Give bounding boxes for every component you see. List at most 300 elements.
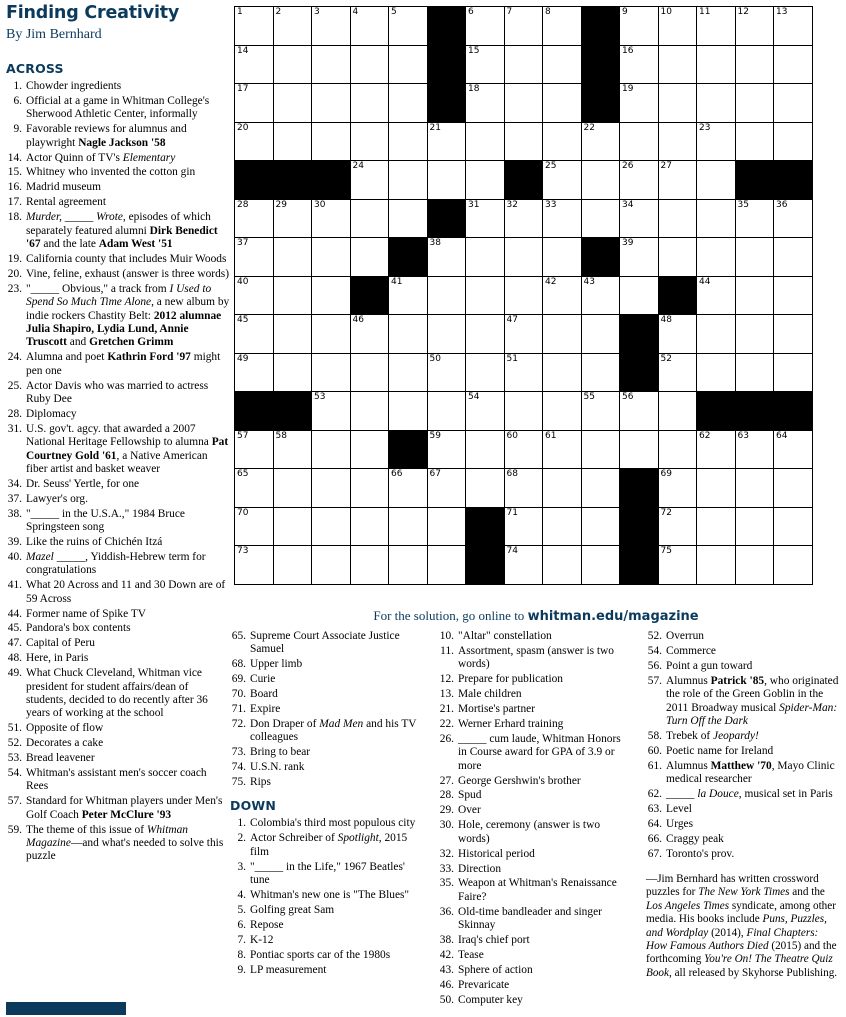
grid-cell[interactable] — [774, 84, 813, 123]
grid-cell[interactable] — [427, 507, 466, 546]
grid-cell[interactable] — [504, 469, 543, 508]
grid-cell[interactable] — [774, 238, 813, 277]
grid-cell[interactable] — [543, 546, 582, 585]
grid-cell[interactable] — [620, 7, 659, 46]
clue-number: 64. — [647, 817, 662, 830]
grid-cell-block — [427, 45, 466, 84]
grid-cell[interactable] — [350, 238, 389, 277]
grid-cell[interactable] — [774, 507, 813, 546]
grid-cell[interactable] — [504, 238, 543, 277]
clue-item — [438, 934, 632, 947]
grid-cell[interactable] — [350, 546, 389, 585]
grid-cell[interactable] — [543, 199, 582, 238]
clue-item — [6, 152, 230, 165]
grid-cell[interactable] — [504, 276, 543, 315]
grid-cell[interactable] — [427, 122, 466, 161]
grid-cell[interactable] — [350, 84, 389, 123]
grid-cell-block — [427, 84, 466, 123]
clue-number: 46. — [439, 978, 454, 991]
clue-text: Alumnus Matthew '70, Mayo Clinic medical researcher — [666, 759, 835, 786]
clue-item — [6, 351, 230, 378]
grid-cell[interactable] — [312, 469, 351, 508]
clue-item — [6, 667, 230, 721]
grid-cell[interactable] — [581, 546, 620, 585]
grid-cell[interactable] — [620, 84, 659, 123]
grid-cell[interactable] — [312, 430, 351, 469]
grid-cell[interactable] — [543, 507, 582, 546]
grid-cell[interactable] — [697, 122, 736, 161]
grid-cell[interactable] — [273, 238, 312, 277]
grid-cell[interactable] — [312, 353, 351, 392]
grid-cell[interactable] — [697, 315, 736, 354]
clue-text: Direction — [458, 862, 502, 875]
grid-cell[interactable] — [389, 276, 428, 315]
clue-text: Mortise's partner — [458, 703, 536, 716]
grid-cell[interactable] — [581, 469, 620, 508]
grid-cell[interactable] — [581, 353, 620, 392]
grid-cell[interactable] — [350, 122, 389, 161]
grid-cell[interactable] — [774, 276, 813, 315]
clue-number: 25. — [7, 379, 22, 392]
grid-row — [235, 315, 813, 354]
grid-cell[interactable] — [273, 430, 312, 469]
clue-number: 67. — [647, 847, 662, 860]
grid-cell-number: 50 — [429, 353, 441, 364]
clue-item — [438, 964, 632, 977]
grid-cell-number: 70 — [237, 507, 249, 518]
grid-cell[interactable] — [543, 353, 582, 392]
clue-item — [230, 673, 424, 686]
grid-cell[interactable] — [735, 430, 774, 469]
grid-cell[interactable] — [504, 45, 543, 84]
grid-cell[interactable] — [235, 546, 274, 585]
clue-item — [6, 211, 230, 251]
grid-cell[interactable] — [735, 507, 774, 546]
grid-cell[interactable] — [427, 430, 466, 469]
grid-cell[interactable] — [389, 353, 428, 392]
grid-cell[interactable] — [620, 238, 659, 277]
grid-cell[interactable] — [273, 84, 312, 123]
clue-item — [438, 645, 632, 672]
grid-cell[interactable] — [466, 315, 505, 354]
crossword-grid[interactable] — [234, 6, 813, 585]
grid-cell[interactable] — [504, 122, 543, 161]
clue-text: California county that includes Muir Woods — [26, 252, 227, 265]
grid-cell[interactable] — [466, 161, 505, 200]
grid-cell[interactable] — [312, 84, 351, 123]
grid-cell[interactable] — [427, 392, 466, 431]
clue-item — [438, 673, 632, 686]
grid-cell[interactable] — [389, 315, 428, 354]
across-heading: ACROSS — [6, 61, 64, 76]
across-clue-list-2 — [230, 630, 424, 789]
clue-text: George Gershwin's brother — [458, 774, 581, 787]
grid-cell[interactable] — [697, 546, 736, 585]
clue-item — [6, 268, 230, 281]
down-clue-list-3 — [646, 630, 840, 861]
grid-cell[interactable] — [774, 430, 813, 469]
grid-cell[interactable] — [620, 161, 659, 200]
grid-cell[interactable] — [389, 392, 428, 431]
grid-cell[interactable] — [466, 469, 505, 508]
grid-cell[interactable] — [504, 392, 543, 431]
clue-text: "_____ in the Life," 1967 Beatles' tune — [250, 860, 405, 887]
grid-cell[interactable] — [543, 45, 582, 84]
grid-cell[interactable] — [581, 392, 620, 431]
grid-cell[interactable] — [697, 430, 736, 469]
clue-text: _____ cum laude, Whitman Honors in Course award for GPA of 3.9 or more — [458, 732, 621, 772]
grid-cell[interactable] — [466, 430, 505, 469]
grid-cell[interactable] — [427, 353, 466, 392]
grid-cell[interactable] — [235, 122, 274, 161]
clue-text: Tease — [458, 948, 484, 961]
grid-cell[interactable] — [466, 84, 505, 123]
grid-cell-number: 15 — [468, 45, 480, 56]
grid-cell[interactable] — [312, 122, 351, 161]
grid-cell[interactable] — [427, 315, 466, 354]
grid-cell-number: 7 — [506, 7, 513, 17]
clue-text: Capital of Peru — [26, 637, 95, 650]
grid-cell[interactable] — [389, 161, 428, 200]
grid-cell[interactable] — [543, 7, 582, 46]
grid-cell[interactable] — [697, 469, 736, 508]
grid-cell-number: 21 — [429, 122, 441, 133]
page-title: Finding Creativity — [6, 3, 180, 23]
grid-cell[interactable] — [427, 161, 466, 200]
grid-cell[interactable] — [658, 84, 697, 123]
clue-item — [230, 934, 424, 947]
grid-cell[interactable] — [658, 546, 697, 585]
grid-cell[interactable] — [235, 430, 274, 469]
clue-item — [438, 630, 632, 643]
grid-cell[interactable] — [312, 276, 351, 315]
grid-cell[interactable] — [581, 199, 620, 238]
grid-cell[interactable] — [312, 45, 351, 84]
clue-text: Whitman's new one is "The Blues" — [250, 889, 410, 901]
clue-item — [230, 904, 424, 917]
grid-cell[interactable] — [273, 546, 312, 585]
grid-cell-number: 4 — [352, 7, 359, 17]
grid-cell[interactable] — [427, 469, 466, 508]
grid-cell[interactable] — [427, 276, 466, 315]
grid-cell-number: 58 — [275, 430, 287, 441]
grid-cell[interactable] — [774, 469, 813, 508]
grid-cell[interactable] — [504, 315, 543, 354]
grid-cell[interactable] — [543, 469, 582, 508]
clue-number: 69. — [231, 673, 246, 686]
clue-item — [438, 718, 632, 731]
grid-cell-block — [774, 161, 813, 200]
grid-cell[interactable] — [774, 199, 813, 238]
clue-text: Old-time bandleader and singer Skinnay — [458, 905, 602, 932]
grid-cell[interactable] — [697, 238, 736, 277]
clue-number: 52. — [647, 630, 662, 642]
grid-cell[interactable] — [620, 122, 659, 161]
grid-cell[interactable] — [504, 353, 543, 392]
grid-cell[interactable] — [312, 7, 351, 46]
grid-cell[interactable] — [581, 507, 620, 546]
clue-item — [438, 775, 632, 788]
clue-number: 17. — [7, 196, 22, 209]
grid-cell[interactable] — [697, 161, 736, 200]
grid-cell-block — [620, 507, 659, 546]
clue-number: 54. — [7, 767, 22, 779]
grid-cell[interactable] — [543, 430, 582, 469]
grid-cell[interactable] — [504, 507, 543, 546]
clue-item — [646, 675, 840, 729]
grid-cell-number: 29 — [275, 199, 287, 210]
grid-cell-number: 24 — [352, 161, 364, 171]
clue-text: Golfing great Sam — [250, 903, 335, 916]
grid-cell[interactable] — [735, 7, 774, 46]
grid-cell[interactable] — [697, 199, 736, 238]
grid-cell[interactable] — [735, 315, 774, 354]
grid-cell-number: 32 — [506, 199, 518, 210]
grid-cell[interactable] — [774, 45, 813, 84]
grid-cell[interactable] — [658, 238, 697, 277]
grid-cell[interactable] — [735, 84, 774, 123]
grid-cell[interactable] — [697, 84, 736, 123]
grid-cell[interactable] — [235, 199, 274, 238]
grid-cell[interactable] — [735, 546, 774, 585]
clue-column-2 — [230, 630, 424, 1009]
clue-text: Expire — [250, 703, 281, 716]
grid-cell[interactable] — [273, 7, 312, 46]
grid-cell[interactable] — [620, 45, 659, 84]
grid-cell[interactable] — [235, 469, 274, 508]
grid-cell[interactable] — [504, 7, 543, 46]
grid-cell[interactable] — [658, 315, 697, 354]
clue-text: Trebek of Jeopardy! — [666, 729, 759, 742]
grid-row — [235, 430, 813, 469]
clue-item — [230, 861, 424, 888]
clue-text: Sphere of action — [458, 963, 533, 976]
grid-cell-number: 75 — [660, 546, 672, 556]
grid-cell[interactable] — [273, 353, 312, 392]
clue-item — [6, 380, 230, 407]
grid-cell[interactable] — [581, 315, 620, 354]
grid-cell[interactable] — [658, 45, 697, 84]
grid-cell[interactable] — [427, 546, 466, 585]
grid-cell[interactable] — [350, 7, 389, 46]
grid-cell[interactable] — [774, 546, 813, 585]
grid-cell[interactable] — [774, 7, 813, 46]
clue-text: What Chuck Cleveland, Whitman vice president for student affairs/dean of students, decided to do recently after 36 years of working at the school — [26, 667, 208, 720]
grid-cell[interactable] — [389, 546, 428, 585]
grid-cell[interactable] — [658, 199, 697, 238]
grid-cell[interactable] — [581, 276, 620, 315]
grid-cell[interactable] — [389, 45, 428, 84]
grid-cell[interactable] — [543, 84, 582, 123]
clue-text: K-12 — [250, 933, 274, 946]
grid-cell[interactable] — [273, 199, 312, 238]
clue-item — [6, 95, 230, 122]
clue-item — [230, 718, 424, 745]
grid-row — [235, 84, 813, 123]
grid-cell[interactable] — [389, 469, 428, 508]
grid-cell[interactable] — [620, 276, 659, 315]
grid-cell[interactable] — [735, 45, 774, 84]
grid-cell[interactable] — [504, 199, 543, 238]
clue-text: Chowder ingredients — [26, 80, 122, 92]
grid-cell[interactable] — [735, 199, 774, 238]
grid-cell[interactable] — [273, 45, 312, 84]
grid-cell[interactable] — [466, 199, 505, 238]
grid-cell[interactable] — [697, 276, 736, 315]
grid-cell[interactable] — [658, 507, 697, 546]
grid-cell-number: 23 — [699, 122, 711, 133]
clue-number: 65. — [231, 630, 246, 642]
grid-cell[interactable] — [620, 199, 659, 238]
grid-cell[interactable] — [312, 238, 351, 277]
grid-cell[interactable] — [235, 353, 274, 392]
grid-cell-number: 64 — [776, 430, 788, 441]
grid-cell[interactable] — [427, 238, 466, 277]
grid-cell[interactable] — [504, 84, 543, 123]
grid-cell-number: 33 — [545, 199, 557, 210]
clue-number: 7. — [237, 933, 246, 946]
clue-number: 33. — [439, 862, 454, 875]
clue-number: 13. — [439, 688, 454, 701]
grid-cell[interactable] — [543, 315, 582, 354]
grid-cell[interactable] — [735, 122, 774, 161]
grid-cell[interactable] — [312, 546, 351, 585]
grid-cell[interactable] — [350, 45, 389, 84]
grid-cell[interactable] — [466, 7, 505, 46]
grid-cell[interactable] — [350, 315, 389, 354]
grid-cell[interactable] — [235, 276, 274, 315]
grid-cell[interactable] — [697, 353, 736, 392]
clue-item — [438, 688, 632, 701]
grid-cell[interactable] — [466, 45, 505, 84]
grid-cell[interactable] — [658, 430, 697, 469]
clue-text: Like the ruins of Chichén Itzá — [26, 536, 163, 548]
grid-cell[interactable] — [350, 392, 389, 431]
grid-row — [235, 276, 813, 315]
grid-cell[interactable] — [389, 84, 428, 123]
clue-number: 27. — [439, 774, 454, 787]
grid-cell[interactable] — [466, 122, 505, 161]
grid-cell[interactable] — [350, 199, 389, 238]
clue-text: Here, in Paris — [26, 652, 89, 665]
grid-cell-number: 41 — [391, 276, 403, 287]
grid-cell[interactable] — [774, 315, 813, 354]
grid-cell[interactable] — [735, 276, 774, 315]
grid-cell[interactable] — [273, 122, 312, 161]
grid-row — [235, 199, 813, 238]
grid-cell[interactable] — [466, 238, 505, 277]
grid-cell[interactable] — [389, 199, 428, 238]
grid-cell[interactable] — [658, 7, 697, 46]
grid-cell[interactable] — [235, 45, 274, 84]
grid-cell-number: 71 — [506, 507, 518, 518]
grid-cell[interactable] — [466, 353, 505, 392]
grid-cell[interactable] — [350, 469, 389, 508]
clue-item — [438, 877, 632, 904]
grid-cell[interactable] — [466, 276, 505, 315]
grid-cell[interactable] — [543, 276, 582, 315]
grid-cell[interactable] — [312, 507, 351, 546]
grid-cell[interactable] — [273, 276, 312, 315]
grid-cell[interactable] — [350, 507, 389, 546]
grid-cell-block — [735, 392, 774, 431]
grid-cell[interactable] — [620, 430, 659, 469]
grid-cell[interactable] — [774, 353, 813, 392]
grid-cell[interactable] — [312, 199, 351, 238]
grid-cell[interactable] — [620, 392, 659, 431]
grid-cell[interactable] — [350, 353, 389, 392]
clue-item — [6, 123, 230, 150]
grid-cell[interactable] — [504, 430, 543, 469]
grid-cell[interactable] — [581, 122, 620, 161]
grid-cell[interactable] — [504, 546, 543, 585]
grid-cell[interactable] — [389, 122, 428, 161]
grid-cell[interactable] — [543, 122, 582, 161]
grid-cell[interactable] — [543, 238, 582, 277]
clue-number: 43. — [439, 963, 454, 976]
grid-cell[interactable] — [235, 84, 274, 123]
grid-cell[interactable] — [581, 161, 620, 200]
clue-number: 72. — [231, 717, 246, 730]
grid-cell[interactable] — [273, 469, 312, 508]
solution-link[interactable]: whitman.edu/magazine — [527, 609, 699, 624]
grid-cell[interactable] — [235, 315, 274, 354]
grid-cell[interactable] — [697, 45, 736, 84]
grid-cell[interactable] — [312, 315, 351, 354]
grid-cell[interactable] — [235, 7, 274, 46]
clue-item — [6, 824, 230, 864]
grid-cell[interactable] — [350, 161, 389, 200]
grid-cell[interactable] — [697, 7, 736, 46]
grid-cell[interactable] — [658, 392, 697, 431]
grid-cell-number: 9 — [622, 7, 628, 17]
grid-cell[interactable] — [312, 392, 351, 431]
grid-cell[interactable] — [735, 469, 774, 508]
grid-cell[interactable] — [389, 7, 428, 46]
grid-cell[interactable] — [658, 161, 697, 200]
grid-cell-number: 49 — [237, 353, 249, 364]
grid-cell-block — [658, 276, 697, 315]
grid-cell[interactable] — [235, 238, 274, 277]
grid-cell[interactable] — [273, 507, 312, 546]
grid-cell[interactable] — [389, 507, 428, 546]
grid-cell-number: 25 — [545, 161, 557, 171]
grid-cell-number: 56 — [622, 392, 634, 402]
grid-cell[interactable] — [235, 507, 274, 546]
grid-cell[interactable] — [466, 392, 505, 431]
grid-cell[interactable] — [697, 507, 736, 546]
grid-cell-number: 46 — [352, 315, 364, 325]
grid-cell[interactable] — [350, 430, 389, 469]
grid-cell[interactable] — [658, 353, 697, 392]
grid-cell[interactable] — [774, 122, 813, 161]
clue-text: Favorable reviews for alumnus and playwright Nagle Jackson '58 — [26, 123, 187, 149]
clue-number: 28. — [7, 407, 22, 420]
grid-cell-number: 26 — [622, 161, 634, 171]
grid-cell[interactable] — [658, 122, 697, 161]
grid-cell-block — [273, 161, 312, 200]
grid-cell[interactable] — [273, 315, 312, 354]
grid-cell[interactable] — [543, 392, 582, 431]
grid-cell[interactable] — [581, 430, 620, 469]
grid-cell[interactable] — [735, 353, 774, 392]
grid-cell[interactable] — [543, 161, 582, 200]
clue-text: _____ la Douce, musical set in Paris — [666, 787, 833, 800]
grid-cell[interactable] — [658, 469, 697, 508]
grid-cell[interactable] — [735, 238, 774, 277]
grid-cell-block — [504, 161, 543, 200]
clue-item — [438, 703, 632, 716]
